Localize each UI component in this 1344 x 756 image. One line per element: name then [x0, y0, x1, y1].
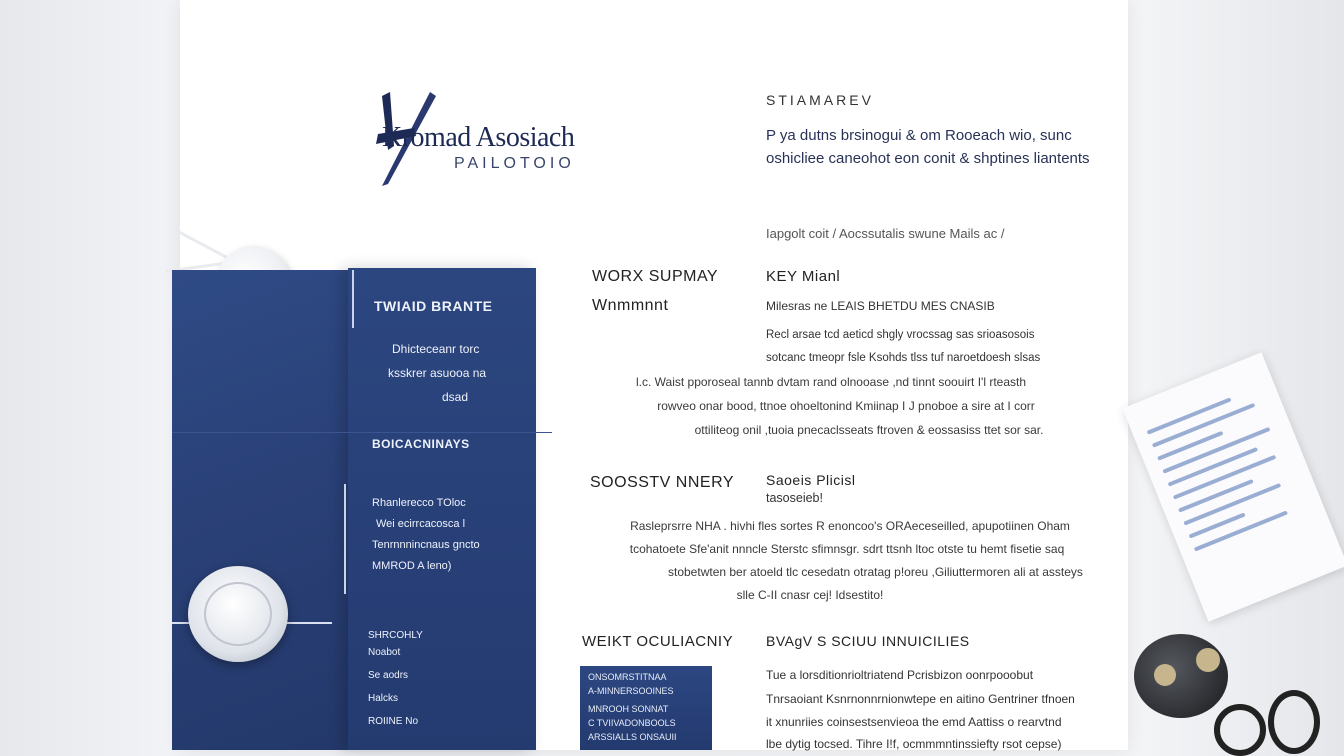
panel-line: Rhanlerecco TOloc [372, 497, 466, 509]
work-line: rowveo onar bood, ttnoe ohoeltonind Kmiinap I J pnoboe a sire at I corr [657, 399, 1035, 413]
work-line: sotcanc tmeopr fsle Ksohds tlss tuf naroetdoesh slsas [766, 352, 1041, 364]
panel-heading-1: TWIAID BRANTE [374, 298, 493, 314]
mini-line: A-MINNERSOOINES [588, 686, 674, 696]
mini-line: ARSSIALLS ONSAUII [588, 732, 677, 742]
side-document [1122, 352, 1344, 621]
work-subheading: Wnmmnnt [592, 297, 669, 314]
mini-line: C TVIIVADONBOOLS [588, 718, 676, 728]
key-subheading: Milesras ne LEAIS BHETDU MES CNASIB [766, 299, 995, 313]
summary-note: Iapgolt coit / Aocssutalis swune Mails ac / [766, 226, 1005, 241]
weikt-line: lbe dytig tocsed. Tihre I!f, ocmmmntinssiefty rsot cepse) [766, 737, 1062, 751]
logo-name: Kromad Asosiach [382, 122, 575, 153]
mini-blue-box [580, 666, 712, 750]
weikt-line: Tnrsaoiant Ksnrnonnrnionwtepe en aitino Gentriner tfnoen [766, 692, 1075, 706]
sociology-side-sub: tasoseieb! [766, 491, 823, 505]
panel-divider [352, 270, 354, 328]
coin-icon [188, 566, 288, 662]
panel-heading-2: BOICACNINAYS [372, 437, 470, 451]
earbud-tip [1154, 664, 1176, 686]
weikt-line: it xnunriies coinsestsenvieoa the emd Aattiss o rearvtnd [766, 715, 1062, 729]
work-line: Recl arsae tcd aeticd shgly vrocssag sas srioasosois [766, 329, 1035, 341]
sociology-heading: SOOSSTV NNERY [590, 474, 735, 491]
summary-heading: STIAMAREV [766, 92, 874, 108]
panel-line: Tenrnnnincnaus gncto [372, 539, 480, 551]
sociology-line: Rasleprsrre NHA . hivhi fles sortes R enoncoo's ORAeceseilled, apupotiinen Oham [630, 519, 1070, 533]
panel-list-item: Noabot [368, 647, 401, 658]
panel-line: ksskrer asuooa na [388, 366, 487, 380]
weikt-heading: WEIKT OCULIACNIY [582, 633, 734, 650]
summary-body: P ya dutns brsinogui & om Rooeach wio, sunc oshicliee caneohot eon conit & shptines liantents [766, 127, 1090, 167]
work-heading: WORX SUPMAY [592, 268, 719, 285]
panel-divider [344, 484, 346, 594]
panel-list-item: Halcks [368, 693, 399, 704]
sociology-side-heading: Saoeis Plicisl [766, 472, 856, 488]
sociology-line: slle C-II cnasr cej! Idsestito! [736, 588, 884, 602]
earbud-tip [1196, 648, 1220, 672]
panel-line: MMROD A leno) [372, 560, 452, 572]
sociology-line: stobetwten ber atoeld tlc cesedatn otratag p!oreu ,Giliuttermoren ali at assteys [668, 565, 1083, 579]
work-line: ottiliteog onil ,tuoia pnecaclsseats ftroven & eossasiss ttet sor sar. [694, 423, 1044, 437]
weikt-side-heading: BVAgV S SCIUU INNUICILIES [766, 633, 970, 649]
weikt-line: Tue a lorsditionrioltriatend Pcrisbizon oonrpooobut [766, 668, 1034, 682]
panel-line: Wei ecirrcacosca l [376, 518, 466, 530]
panel-list-item: Se aodrs [368, 670, 409, 681]
panel-line: Dhicteceanr torc [392, 342, 480, 356]
sociology-line: tcohatoete Sfe'anit nnncle Sterstc sfimnsgr. sdrt ttsnh ltoc otste tu hemt fisetie saq [629, 542, 1065, 556]
key-heading: KEY Mianl [766, 268, 841, 285]
panel-list-heading: SHRCOHLY [368, 630, 423, 641]
earbuds-icon [1134, 634, 1228, 718]
panel-divider [172, 432, 552, 433]
earbud-cable [1268, 690, 1320, 754]
logo-subtitle: PAILOTOIO [454, 155, 575, 172]
panel-list-item: ROIINE No [368, 716, 419, 727]
mini-line: MNROOH SONNAT [588, 704, 669, 714]
work-line: l.c. Waist pporoseal tannb dvtam rand olnooase ,nd tinnt soouirt I'l rteasth [635, 375, 1027, 389]
earbud-cable [1214, 704, 1266, 756]
mini-line: ONSOMRSTITNAA [588, 672, 667, 682]
panel-line: dsad [442, 390, 469, 404]
